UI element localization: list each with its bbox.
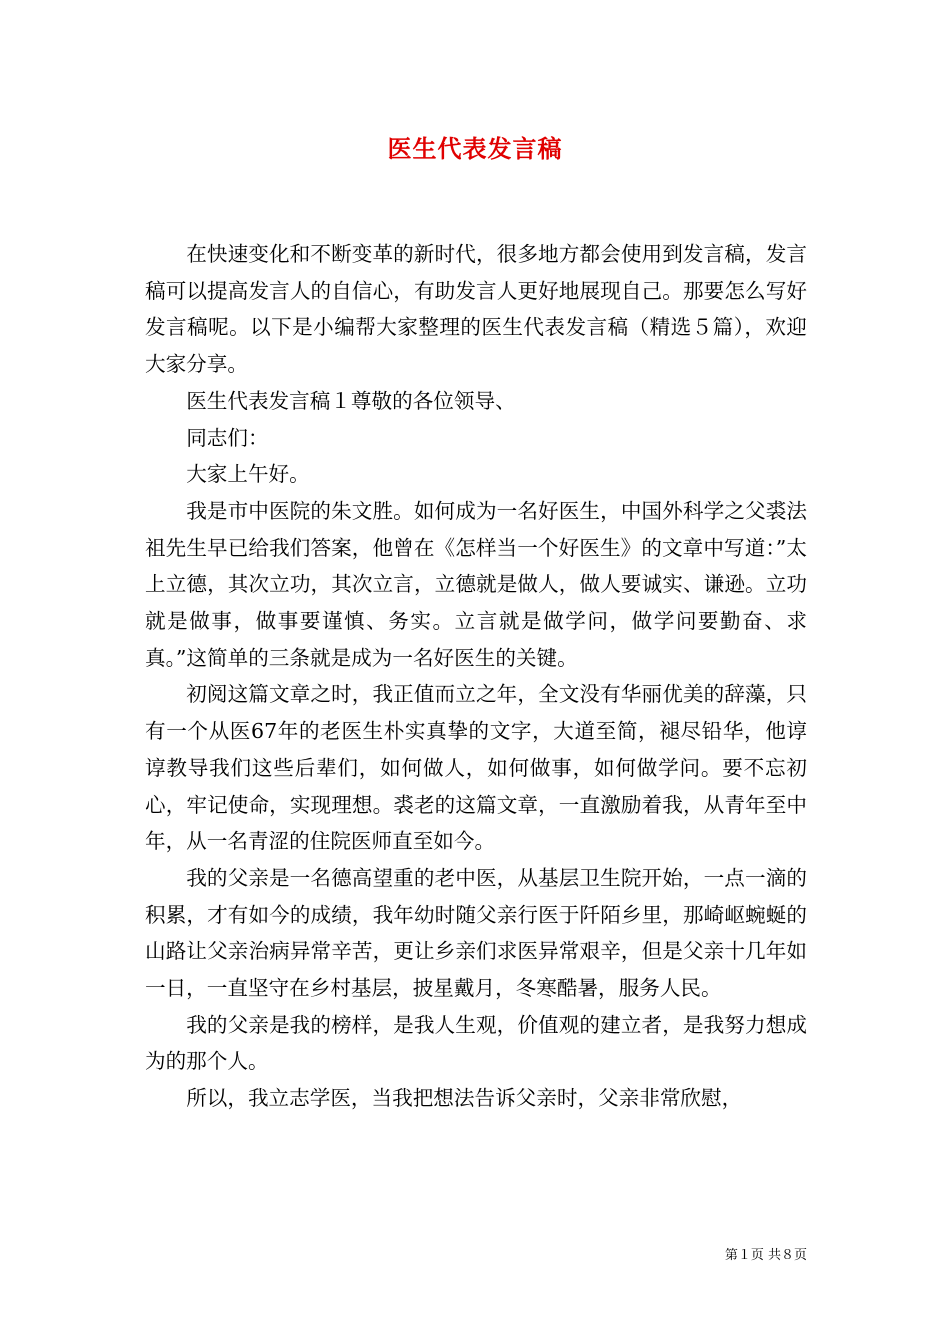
paragraph-intro: 在快速变化和不断变革的新时代，很多地方都会使用到发言稿，发言稿可以提高发言人的自信心，有助发言人更好地展现自己。那要怎么写好发言稿呢。以下是小编帮大家整理的医生代表发言稿（精选５篇），欢迎大家分享。 <box>145 242 807 377</box>
paragraph-role-model: 我的父亲是我的榜样，是我人生观，价值观的建立者，是我努力想成为的那个人。 <box>145 1012 807 1074</box>
paragraph-decision: 所以，我立志学医，当我把想法告诉父亲时，父亲非常欣慰， <box>186 1086 743 1111</box>
paragraph-first-reading: 初阅这篇文章之时，我正值而立之年，全文没有华丽优美的辞藻，只有一个从医67年的老医生朴实真挚的文字，大道至简，褪尽铅华，他谆谆教导我们这些后辈们，如何做人，如何做事，如何做学问。要不忘初心，牢记使命，实现理想。裘老的这篇文章，一直激励着我，从青年至中年，从一名青涩的住院医师直至如今。 <box>145 682 807 854</box>
paragraph-greeting: 大家上午好。 <box>186 462 310 487</box>
page-number: 第１页 共８页 <box>724 1248 807 1263</box>
paragraph-father: 我的父亲是一名德高望重的老中医，从基层卫生院开始，一点一滴的积累，才有如今的成绩，我年幼时随父亲行医于阡陌乡里，那崎岖蜿蜒的山路让父亲治病异常辛苦，更让乡亲们求医异常艰辛，但是父亲十几年如一日，一直坚守在乡村基层，披星戴月，冬寒酷暑，服务人民。 <box>145 865 807 1001</box>
document-body <box>145 236 807 1117</box>
document-title: 医生代表发言稿 <box>387 134 563 163</box>
paragraph-salutation: 同志们： <box>186 425 269 450</box>
paragraph-speech-heading: 医生代表发言稿１尊敬的各位领导、 <box>186 388 516 413</box>
paragraph-self-intro: 我是市中医院的朱文胜。如何成为一名好医生，中国外科学之父裘法祖先生早已给我们答案，他曾在《怎样当一个好医生》的文章中写道：”太上立德，其次立功，其次立言，立德就是做人，做人要诚实、谦逊。立功就是做事，做事要谨慎、务实。立言就是做学问，做学问要勤奋、求真。”这简单的三条就是成为一名好医生的关键。 <box>145 498 807 670</box>
